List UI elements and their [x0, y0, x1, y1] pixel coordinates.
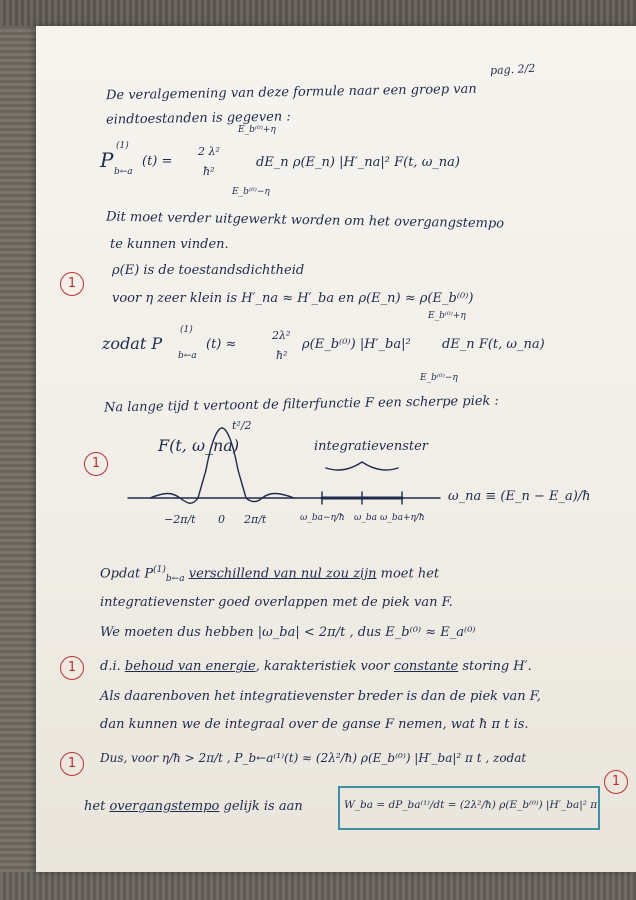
line-11: We moeten dus hebben |ω_ba| < 2π/t , dus E_b⁽⁰⁾ ≈ E_a⁽⁰⁾ [100, 625, 476, 640]
page-label: pag. 2/2 [489, 61, 536, 78]
line-16 [84, 800, 303, 813]
line-12 [100, 660, 532, 673]
l16-a: het [84, 799, 106, 814]
eq1-lhs: P [100, 148, 114, 172]
l7-b: (t) ≈ [206, 337, 237, 352]
margin-mark-2: 1 [84, 452, 108, 476]
line-14: dan kunnen we de integraal over de ganse F nemen, wat ħ π t is. [100, 717, 529, 732]
window-brace [326, 462, 398, 470]
l16-c: gelijk is aan [223, 799, 303, 814]
eq1-sub: b←a [114, 167, 133, 177]
line-13: Als daarenboven het integratievenster breder is dan de piek van F, [100, 689, 541, 704]
line-9 [100, 566, 439, 584]
l9-c: moet het [380, 566, 440, 582]
graph-tick-zero: 0 [218, 513, 225, 526]
graph-tick-wba-plus: ω_ba+η/ħ [380, 513, 425, 523]
result-formula: W_ba = dP_ba⁽¹⁾/dt = (2λ²/ħ) ρ(E_b⁽⁰⁾) |H′_ba|² π [344, 799, 598, 811]
margin-mark-5: 1 [604, 770, 628, 794]
graph-window-label: integratievenster [314, 439, 429, 454]
line-6: voor η zeer klein is H′_na ≈ H′_ba en ρ(E_n) ≈ ρ(E_b⁽⁰⁾) [112, 291, 474, 306]
l12-c: , karakteristiek voor [255, 659, 390, 674]
l12-d: constante [393, 659, 459, 674]
graph-F-label: F(t, ω_na) [158, 436, 240, 455]
line-5: ρ(E) is de toestandsdichtheid [112, 263, 305, 278]
l12-b: behoud van energie [124, 659, 256, 674]
line-1: De veralgemening van deze formule naar een groep van [105, 81, 477, 104]
l7-frac-num: 2λ² [272, 329, 291, 342]
eq1-body: dE_n ρ(E_n) |H′_na|² F(t, ω_na) [256, 155, 460, 170]
graph-omega-definition: ω_na ≡ (E_n − E_a)/ħ [448, 489, 591, 504]
l9-b: verschillend van nul zou zijn [188, 566, 377, 582]
eq1-lower: E_b⁽⁰⁾−η [232, 187, 270, 197]
l12-a: d.i. [100, 659, 121, 674]
l7-sup: (1) [180, 325, 193, 335]
margin-mark-4: 1 [60, 752, 84, 776]
eq1-frac-num: 2 λ² [198, 145, 220, 158]
l9-sub: b←a [165, 573, 185, 584]
l7-body: dE_n F(t, ω_na) [442, 337, 545, 352]
eq1-sup: (1) [116, 141, 129, 151]
graph-tick-minus2pi: −2π/t [164, 513, 196, 526]
graph-tick-plus2pi: 2π/t [244, 513, 267, 526]
graph-tick-wba-minus: ω_ba−η/ħ [300, 513, 345, 523]
l7-lower: E_b⁽⁰⁾−η [420, 373, 458, 383]
l7-a: zodat P [102, 334, 163, 353]
l9-a: Opdat P [100, 566, 154, 582]
margin-mark-3: 1 [60, 656, 84, 680]
graph-tick-wba: ω_ba [354, 513, 377, 523]
line-15: Dus, voor η/ħ > 2π/t , P_b←a⁽¹⁾(t) ≈ (2λ²/ħ) ρ(E_b⁽⁰⁾) |H′_ba|² π t , zodat [100, 751, 527, 765]
line-10: integratievenster goed overlappen met de piek van F. [100, 595, 453, 610]
l7-c: ρ(E_b⁽⁰⁾) |H′_ba|² [302, 337, 411, 352]
l9-sup: (1) [153, 565, 166, 575]
line-4: te kunnen vinden. [110, 237, 229, 252]
l7-upper: E_b⁽⁰⁾+η [428, 311, 466, 321]
eq1-upper: E_b⁽⁰⁾+η [238, 125, 276, 135]
margin-mark-1: 1 [60, 272, 84, 296]
eq1-frac-den: ħ² [203, 165, 215, 178]
eq1-t: (t) = [142, 154, 173, 169]
l12-e: storing H′. [462, 659, 532, 674]
l7-sub: b←a [178, 351, 197, 361]
l7-frac-den: ħ² [276, 349, 288, 362]
line-3: Dit moet verder uitgewerkt worden om het overgangstempo [105, 209, 505, 232]
graph-peak-label: t²/2 [232, 419, 252, 432]
line-2: eindtoestanden is gegeven : [105, 109, 291, 128]
l16-b: overgangstempo [109, 799, 220, 814]
line-8: Na lange tijd t vertoont de filterfunctie F een scherpe piek : [103, 393, 500, 416]
